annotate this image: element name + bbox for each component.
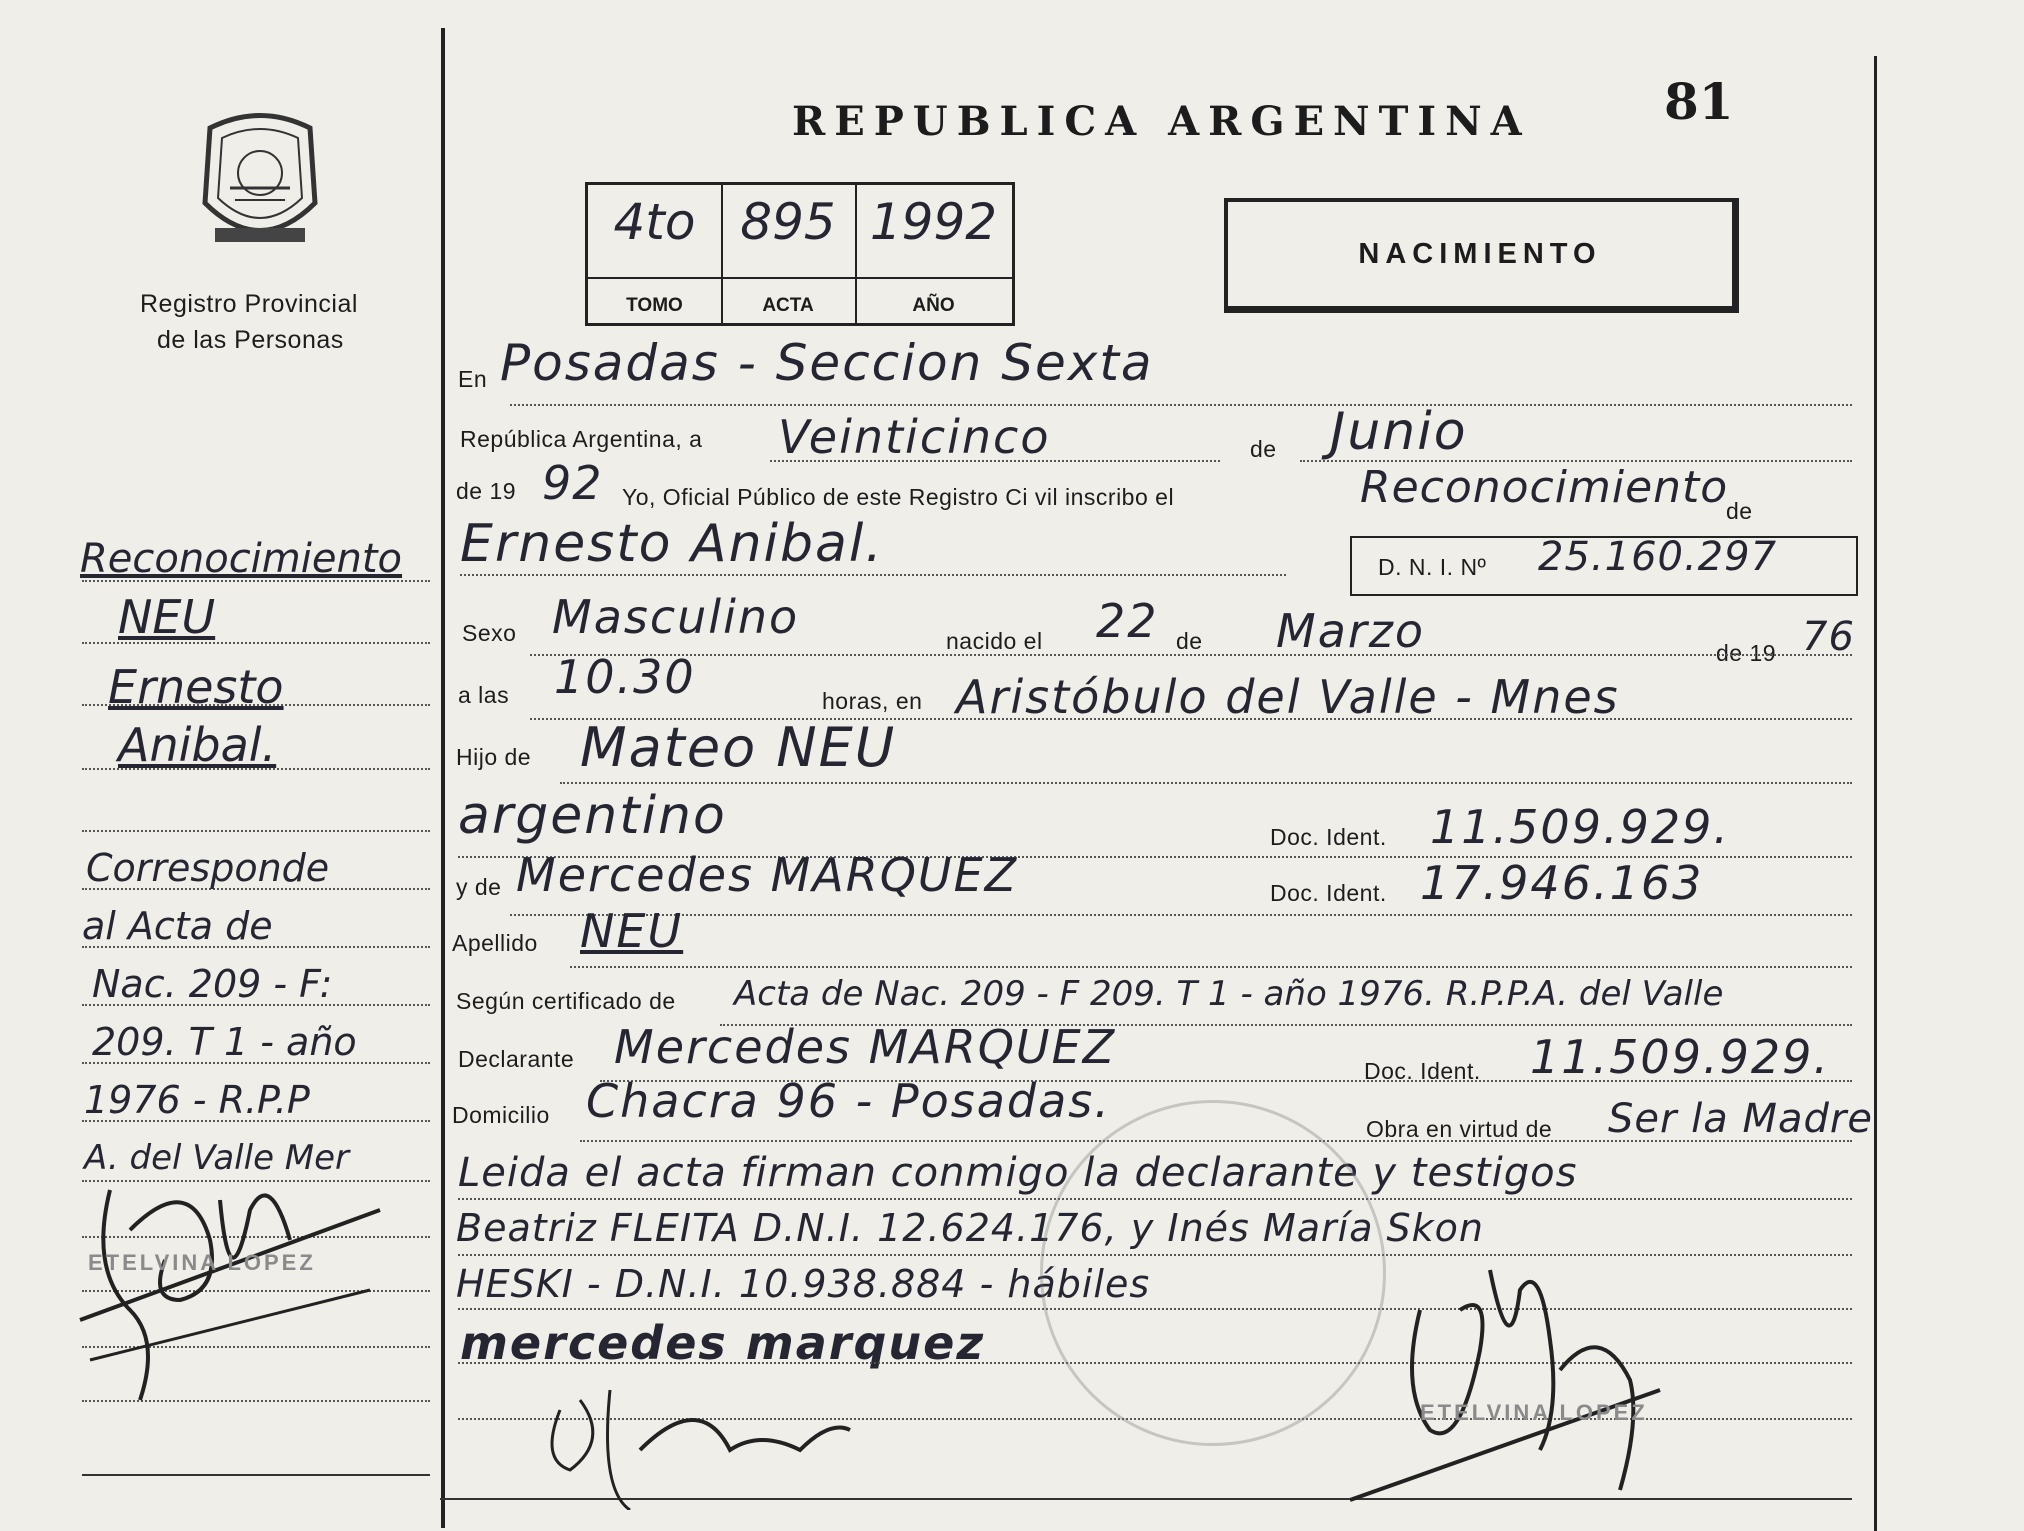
father-doc: 11.509.929.: [1430, 800, 1730, 854]
acta-value: 895: [740, 193, 836, 251]
margin-line-2: Ernesto: [108, 660, 284, 714]
registry-line2: de las Personas: [157, 326, 344, 354]
declarante-value: Mercedes MARQUEZ: [614, 1020, 1117, 1074]
segun-value: Acta de Nac. 209 - F 209. T 1 - año 1976. R.P.P.A. del Valle: [734, 974, 1724, 1014]
dni-label: D. N. I. Nº: [1378, 554, 1487, 580]
line-leida: Leida el acta firman conmigo la declarante y testigos: [458, 1150, 1578, 1196]
father-nationality: argentino: [458, 786, 727, 846]
hour-value: 10.30: [554, 650, 696, 704]
nacido-label: nacido el: [946, 628, 1043, 654]
registry-stamp: [1040, 1100, 1386, 1446]
dni-value: 25.160.297: [1538, 534, 1778, 580]
margin-title: Reconocimiento: [80, 536, 402, 582]
father-value: Mateo NEU: [580, 716, 897, 779]
anio-value: 1992: [869, 193, 998, 251]
doc-label-2: Doc. Ident.: [1270, 880, 1387, 906]
margin-line-3: Anibal.: [118, 718, 277, 772]
anio-cell: [855, 185, 1012, 323]
doc-label-1: Doc. Ident.: [1270, 824, 1387, 850]
margin-stamp-text: ETELVINA LOPEZ: [88, 1250, 316, 1275]
oficial-text: Yo, Oficial Público de este Registro Ci vil inscribo el: [622, 484, 1175, 510]
alas-label: a las: [458, 682, 510, 708]
month-value: Junio: [1330, 402, 1468, 462]
officer-stamp-text: ETELVINA LOPEZ: [1420, 1400, 1648, 1425]
margin-line-1: NEU: [118, 590, 216, 644]
margin-note-4: 209. T 1 - año: [92, 1020, 357, 1064]
birth-month: Marzo: [1276, 604, 1426, 658]
signature-declarante: mercedes marquez: [460, 1316, 986, 1370]
witness-signature: [500, 1370, 920, 1510]
domicilio-value: Chacra 96 - Posadas.: [586, 1074, 1111, 1128]
declarante-doc: 11.509.929.: [1530, 1030, 1830, 1084]
inscribo-value: Reconocimiento: [1360, 462, 1729, 513]
line-beatriz: Beatriz FLEITA D.N.I. 12.624.176, y Inés María Skon: [456, 1206, 1485, 1250]
provincial-seal: [190, 108, 330, 258]
year-value: 92: [542, 456, 603, 510]
dni-box: [1350, 536, 1858, 596]
margin-note-2: al Acta de: [82, 904, 273, 948]
yde-label: y de: [456, 874, 502, 900]
right-border: [1874, 56, 1877, 1531]
sexo-label: Sexo: [462, 620, 517, 646]
republica-label: República Argentina, a: [460, 426, 703, 452]
de-end-label: de: [1726, 498, 1753, 524]
margin-signature: [70, 1150, 400, 1410]
obra-label: Obra en virtud de: [1366, 1116, 1553, 1142]
apellido-value: NEU: [580, 904, 684, 958]
en-label: En: [458, 366, 488, 392]
birth-day: 22: [1096, 594, 1159, 648]
registry-line1: Registro Provincial: [140, 290, 358, 318]
horas-label: horas, en: [822, 688, 923, 714]
day-value: Veinticinco: [778, 410, 1051, 464]
de-label-2: de: [1176, 628, 1203, 654]
apellido-label: Apellido: [452, 930, 538, 956]
country-header: REPUBLICA ARGENTINA: [792, 98, 1531, 145]
margin-divider: [441, 28, 445, 1528]
record-type: NACIMIENTO: [1358, 238, 1602, 270]
doc-label-3: Doc. Ident.: [1364, 1058, 1481, 1084]
de19-label: de 19: [456, 478, 517, 504]
mother-doc: 17.946.163: [1420, 856, 1704, 910]
margin-note-1: Corresponde: [86, 846, 330, 890]
anio-label: AÑO: [912, 295, 955, 316]
margin-note-6: A. del Valle Mer: [84, 1138, 350, 1178]
record-id-box: [585, 182, 1015, 326]
officer-signature: [1340, 1250, 1680, 1520]
de-label-1: de: [1250, 436, 1277, 462]
acta-label: ACTA: [762, 295, 814, 316]
domicilio-label: Domicilio: [452, 1102, 550, 1128]
margin-note-5: 1976 - R.P.P: [84, 1078, 310, 1122]
obra-value: Ser la Madre: [1608, 1096, 1873, 1142]
tomo-label: TOMO: [626, 295, 683, 316]
line-heski: HESKI - D.N.I. 10.938.884 - hábiles: [456, 1262, 1151, 1306]
tomo-value: 4to: [613, 193, 696, 251]
mother-value: Mercedes MARQUEZ: [516, 848, 1019, 902]
birth-year: 76: [1802, 614, 1855, 660]
de1976-label: de 19: [1716, 640, 1777, 666]
hijo-label: Hijo de: [456, 744, 532, 770]
tomo-cell: [588, 185, 723, 323]
page-number: 81: [1664, 72, 1734, 131]
declarante-label: Declarante: [458, 1046, 575, 1072]
place-value: Aristóbulo del Valle - Mnes: [956, 670, 1620, 724]
margin-note-3: Nac. 209 - F:: [92, 962, 333, 1006]
acta-cell: [721, 185, 857, 323]
sexo-value: Masculino: [552, 590, 800, 644]
name-value: Ernesto Anibal.: [460, 514, 884, 574]
record-type-box: [1224, 198, 1739, 313]
en-value: Posadas - Seccion Sexta: [500, 334, 1154, 392]
segun-label: Según certificado de: [456, 988, 676, 1014]
